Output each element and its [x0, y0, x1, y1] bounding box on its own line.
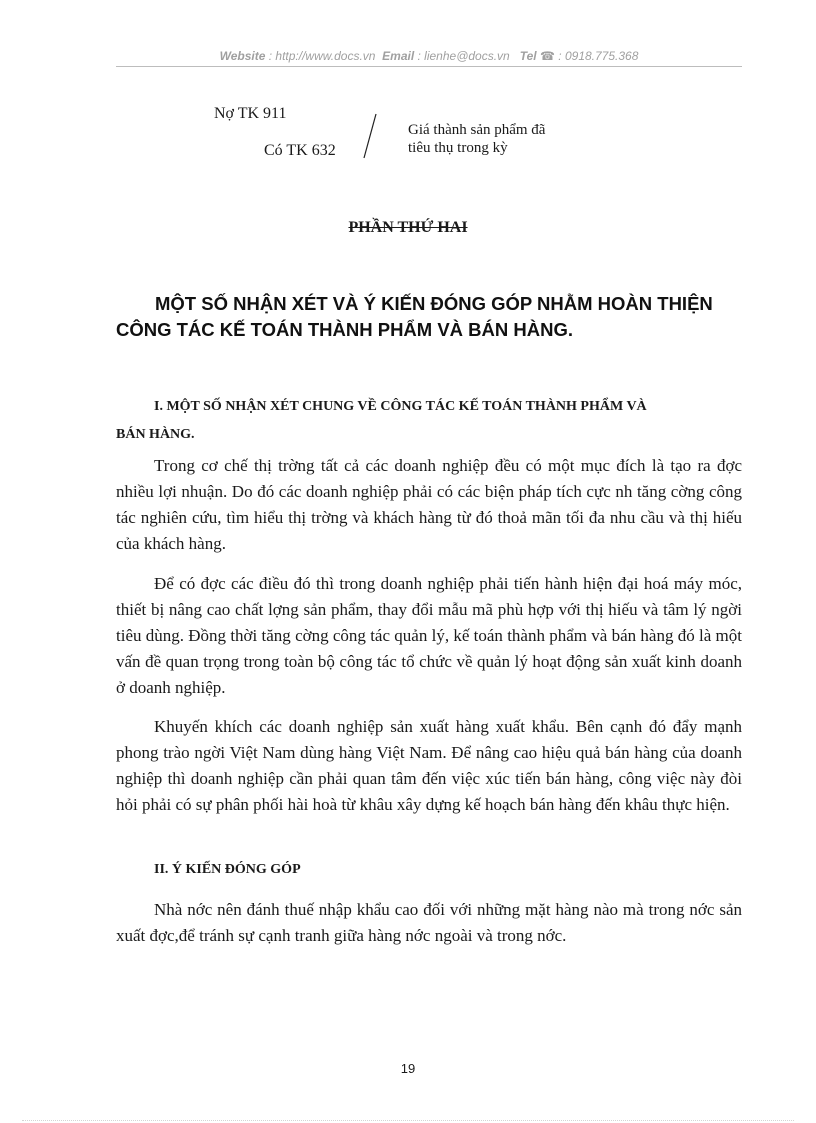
phone-icon: ☎ [540, 49, 555, 63]
paragraph: Trong cơ chế thị trờng tất cả các doanh nghiệp đều có một mục đích là tạo ra đợc nhiều lợi nhuận. Do đó các doanh nghiệp phải có các biện pháp tích cực nh tăng cờng công tác nghiên cứu, tìm hiểu thị trờng và khách hàng từ đó thoả mãn tối đa nhu cầu và thị hiếu của khách hàng. [116, 456, 742, 553]
page-number: 19 [400, 1061, 416, 1076]
header-divider [116, 66, 742, 67]
paragraph: Nhà nớc nên đánh thuế nhập khẩu cao đối với những mặt hàng nào mà trong nớc sản xuất đợc,để tránh sự cạnh tranh giữa hàng nớc ngoài và trong nớc. [116, 900, 742, 945]
tel-value: : 0918.775.368 [558, 49, 639, 63]
main-title-line1: MỘT SỐ NHẬN XÉT VÀ Ý KIẾN ĐÓNG GÓP NHẰM HOÀN THIỆN [155, 293, 713, 314]
entry-description-line1: Giá thành sản phẩm đã [408, 122, 546, 138]
email-label: Email [382, 49, 415, 63]
paragraph: Khuyến khích các doanh nghiệp sản xuất hàng xuất khẩu. Bên cạnh đó đẩy mạnh phong trào ngời Việt Nam dùng hàng Việt Nam. Để nâng cao hiệu quả bán hàng của doanh nghiệp thì doanh nghiệp cần phải quan tâm đến việc xúc tiến bán hàng, công việc này đòi hỏi phải có sự phân phối hài hoà từ khâu xây dựng kế hoạch bán hàng đến khâu thực hiện. [116, 717, 742, 814]
main-title-line2: CÔNG TÁC KẾ TOÁN THÀNH PHẨM VÀ BÁN HÀNG. [116, 319, 574, 340]
website-label: Website [219, 49, 266, 63]
section1-heading-line1: I. MỘT SỐ NHẬN XÉT CHUNG VỀ CÔNG TÁC KẾ TOÁN THÀNH PHẨM VÀ [154, 399, 647, 414]
page-header [116, 49, 742, 63]
section1-heading [116, 393, 742, 449]
section1-heading-line2: BÁN HÀNG. [116, 427, 195, 442]
entry-description-line2: tiêu thụ trong kỳ [408, 140, 508, 156]
email-value: : lienhe@docs.vn [417, 49, 510, 63]
website-value: : http://www.docs.vn [268, 49, 376, 63]
part-title: PHẦN THỨ HAI [348, 219, 468, 236]
footer-divider [22, 1120, 794, 1121]
tel-label: Tel [519, 49, 537, 63]
paragraph: Để có đợc các điều đó thì trong doanh nghiệp phải tiến hành hiện đại hoá máy móc, thiết bị nâng cao chất lợng sản phẩm, thay đổi mẫu mã phù hợp với thị hiếu và tâm lý ngời tiêu dùng. Đồng thời tăng cờng công tác quản lý, kế toán thành phẩm và bán hàng đó là một vấn đề quan trọng trong toàn bộ công tác tổ chức về quản lý hoạt động sản xuất kinh doanh ở doanh nghiệp. [116, 574, 742, 697]
credit-account: Có TK 632 [264, 142, 336, 159]
main-title [116, 291, 756, 343]
section2-heading: II. Ý KIẾN ĐÓNG GÓP [154, 862, 301, 877]
entry-slash [360, 112, 380, 160]
debit-account: Nợ TK 911 [214, 105, 287, 122]
